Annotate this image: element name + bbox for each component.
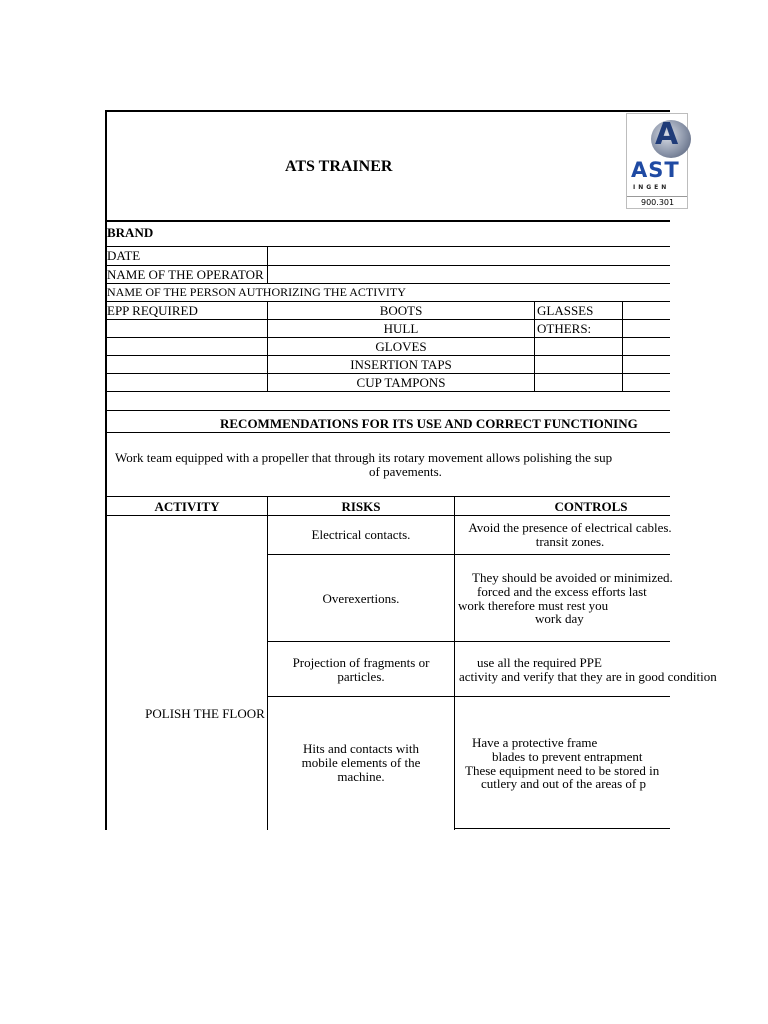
control-cell-line: They should be avoided or minimized. <box>472 570 673 585</box>
risk-cell-line: particles. <box>337 669 385 684</box>
control-cell-line: Have a protective frame <box>472 735 598 750</box>
row-line <box>105 265 670 266</box>
control-cell-line: work therefore must rest you <box>458 598 609 613</box>
recommendations-heading: RECOMMENDATIONS FOR ITS USE AND CORRECT FUNCTIONING <box>220 416 638 431</box>
risk-cell-line: machine. <box>337 769 385 784</box>
column-line <box>622 301 623 391</box>
row-line <box>454 828 670 829</box>
control-cell-line: forced and the excess efforts last <box>477 584 647 599</box>
epp-item-insertion-taps: INSERTION TAPS <box>350 357 452 372</box>
epp-others-label: OTHERS: <box>537 321 592 336</box>
activity-cell: POLISH THE FLOOR <box>145 706 265 721</box>
row-line <box>105 432 670 433</box>
control-cell-line: These equipment need to be stored in <box>465 763 660 778</box>
row-line <box>105 515 670 516</box>
row-line <box>105 283 670 284</box>
recommendations-text-line2: of pavements. <box>369 464 442 479</box>
header-bottom-line <box>105 220 670 222</box>
row-line <box>105 391 670 392</box>
epp-item-gloves: GLOVES <box>375 339 427 354</box>
logo-mark: A <box>655 117 679 152</box>
header-controls: CONTROLS <box>554 499 628 514</box>
risk-cell: Electrical contacts. <box>311 527 411 542</box>
control-cell-line: blades to prevent entrapment <box>492 749 643 764</box>
control-cell-line: work day <box>535 611 584 626</box>
row-line <box>105 373 670 374</box>
column-line <box>534 301 535 391</box>
column-line <box>267 301 268 391</box>
risk-cell: Overexertions. <box>322 591 400 606</box>
operator-label: NAME OF THE OPERATOR <box>107 267 264 282</box>
risk-cell-line: mobile elements of the <box>301 755 421 770</box>
epp-item-hull: HULL <box>383 321 419 336</box>
epp-glasses-label: GLASSES <box>537 303 594 318</box>
control-cell-line: Avoid the presence of electrical cables. <box>468 520 672 535</box>
logo-nit: 900.301 <box>627 196 687 208</box>
epp-label: EPP REQUIRED <box>107 303 198 318</box>
control-cell-line: use all the required PPE <box>477 655 602 670</box>
header-risks: RISKS <box>341 499 381 514</box>
control-cell-line: transit zones. <box>535 534 605 549</box>
risk-cell-line: Hits and contacts with <box>303 741 419 756</box>
row-line <box>105 246 670 247</box>
column-line <box>267 246 268 283</box>
row-line <box>105 355 670 356</box>
row-line <box>267 696 670 697</box>
row-line <box>105 496 670 497</box>
row-line <box>105 301 670 302</box>
date-label: DATE <box>107 248 141 263</box>
authorizer-label: NAME OF THE PERSON AUTHORIZING THE ACTIVITY <box>107 285 406 299</box>
safety-form-sheet <box>105 110 717 830</box>
risk-cell-line: Projection of fragments or <box>292 655 430 670</box>
frame-top-line <box>105 110 670 112</box>
row-line <box>105 337 670 338</box>
epp-item-cup-tampons: CUP TAMPONS <box>356 375 446 390</box>
row-line <box>105 319 670 320</box>
page-title: ATS TRAINER <box>285 158 393 175</box>
row-line <box>267 554 670 555</box>
brand-label: BRAND <box>107 225 154 240</box>
row-line <box>105 410 670 411</box>
recommendations-text-line1: Work team equipped with a propeller that through its rotary movement allows polishing the sup <box>115 450 613 465</box>
frame-left-line <box>105 110 107 830</box>
control-cell-line: cutlery and out of the areas of p <box>481 776 646 791</box>
logo-subtitle: INGEN <box>633 184 670 191</box>
header-activity: ACTIVITY <box>154 499 220 514</box>
logo-name: AST <box>631 158 680 182</box>
control-cell-line: activity and verify that they are in good condition <box>459 669 717 684</box>
epp-item-boots: BOOTS <box>379 303 423 318</box>
row-line <box>267 641 670 642</box>
company-logo <box>626 113 688 209</box>
